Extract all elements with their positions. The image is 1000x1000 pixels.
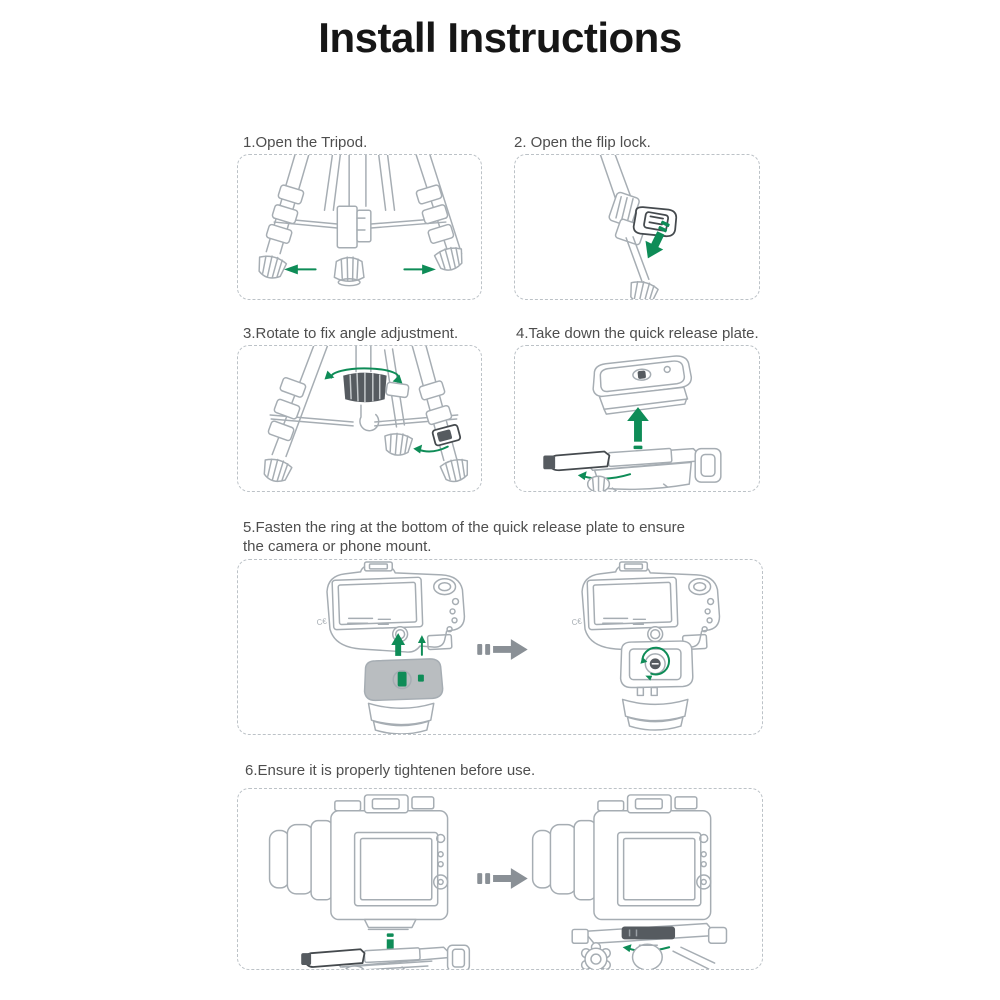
- camera-above-head-scene: [270, 795, 470, 969]
- curved-arrow-icon: [413, 445, 448, 454]
- camera-bottom-view-before: [316, 562, 465, 734]
- pan-knob: [582, 943, 611, 969]
- ce-mark: C€: [570, 616, 583, 628]
- step-5-label: 5.Fasten the ring at the bottom of the quick release plate to ensure the camera or phone mount.: [243, 519, 685, 555]
- step-3-illustration-box: [237, 345, 482, 492]
- tripod-foot: [434, 245, 466, 273]
- flip-lock-lever: [632, 204, 678, 239]
- lens-barrel: [369, 703, 434, 734]
- camera-mounted-scene: [533, 795, 727, 969]
- quick-release-plate-illustration: [515, 346, 759, 491]
- tripod-head-locked: [572, 924, 726, 969]
- detached-plate: [365, 659, 443, 701]
- tripod-open-illustration: [238, 155, 481, 299]
- step-6-label: 6.Ensure it is properly tightenen before use.: [245, 762, 536, 779]
- adjustment-knob: [343, 373, 386, 403]
- flip-lock-illustration: [515, 155, 759, 299]
- transition-arrow-icon: [477, 868, 527, 889]
- step-6-illustration-box: [237, 788, 763, 970]
- step-4-illustration-box: [514, 345, 760, 492]
- tripod-foot: [383, 432, 413, 456]
- transition-arrow-icon: [477, 639, 527, 660]
- page-title: Install Instructions: [318, 14, 682, 61]
- step-4-label: 4.Take down the quick release plate.: [516, 325, 759, 342]
- step-2-label: 2. Open the flip lock.: [514, 134, 651, 151]
- camera-bottom-mount-illustration: [238, 560, 762, 734]
- arrow-left-icon: [284, 264, 316, 274]
- ce-mark: C€: [315, 616, 328, 628]
- head-lock-lever: [305, 949, 365, 967]
- tripod-foot: [627, 279, 659, 299]
- step-1-label: 1.Open the Tripod.: [243, 134, 368, 151]
- angle-adjustment-illustration: [238, 346, 481, 491]
- camera-on-tripod-illustration: [238, 789, 762, 969]
- lens-barrel: [623, 699, 688, 730]
- camera-bottom-view-after: [571, 562, 720, 730]
- step-1-illustration-box: [237, 154, 482, 300]
- tripod-foot: [255, 253, 287, 281]
- tripod-head-open: [301, 945, 469, 969]
- tripod-head: [543, 448, 721, 491]
- leg-flip-lock: [432, 424, 461, 446]
- step-2-illustration-box: [514, 154, 760, 300]
- step-5-illustration-box: [237, 559, 763, 735]
- arrow-right-icon: [404, 264, 436, 274]
- step-3-label: 3.Rotate to fix angle adjustment.: [243, 325, 459, 342]
- arrow-up-icon: [627, 407, 649, 455]
- head-lock-lever: [549, 452, 610, 471]
- quick-release-plate: [592, 355, 693, 414]
- tripod-foot: [260, 456, 293, 484]
- center-column-hook: [360, 405, 379, 431]
- attached-plate: [621, 641, 693, 695]
